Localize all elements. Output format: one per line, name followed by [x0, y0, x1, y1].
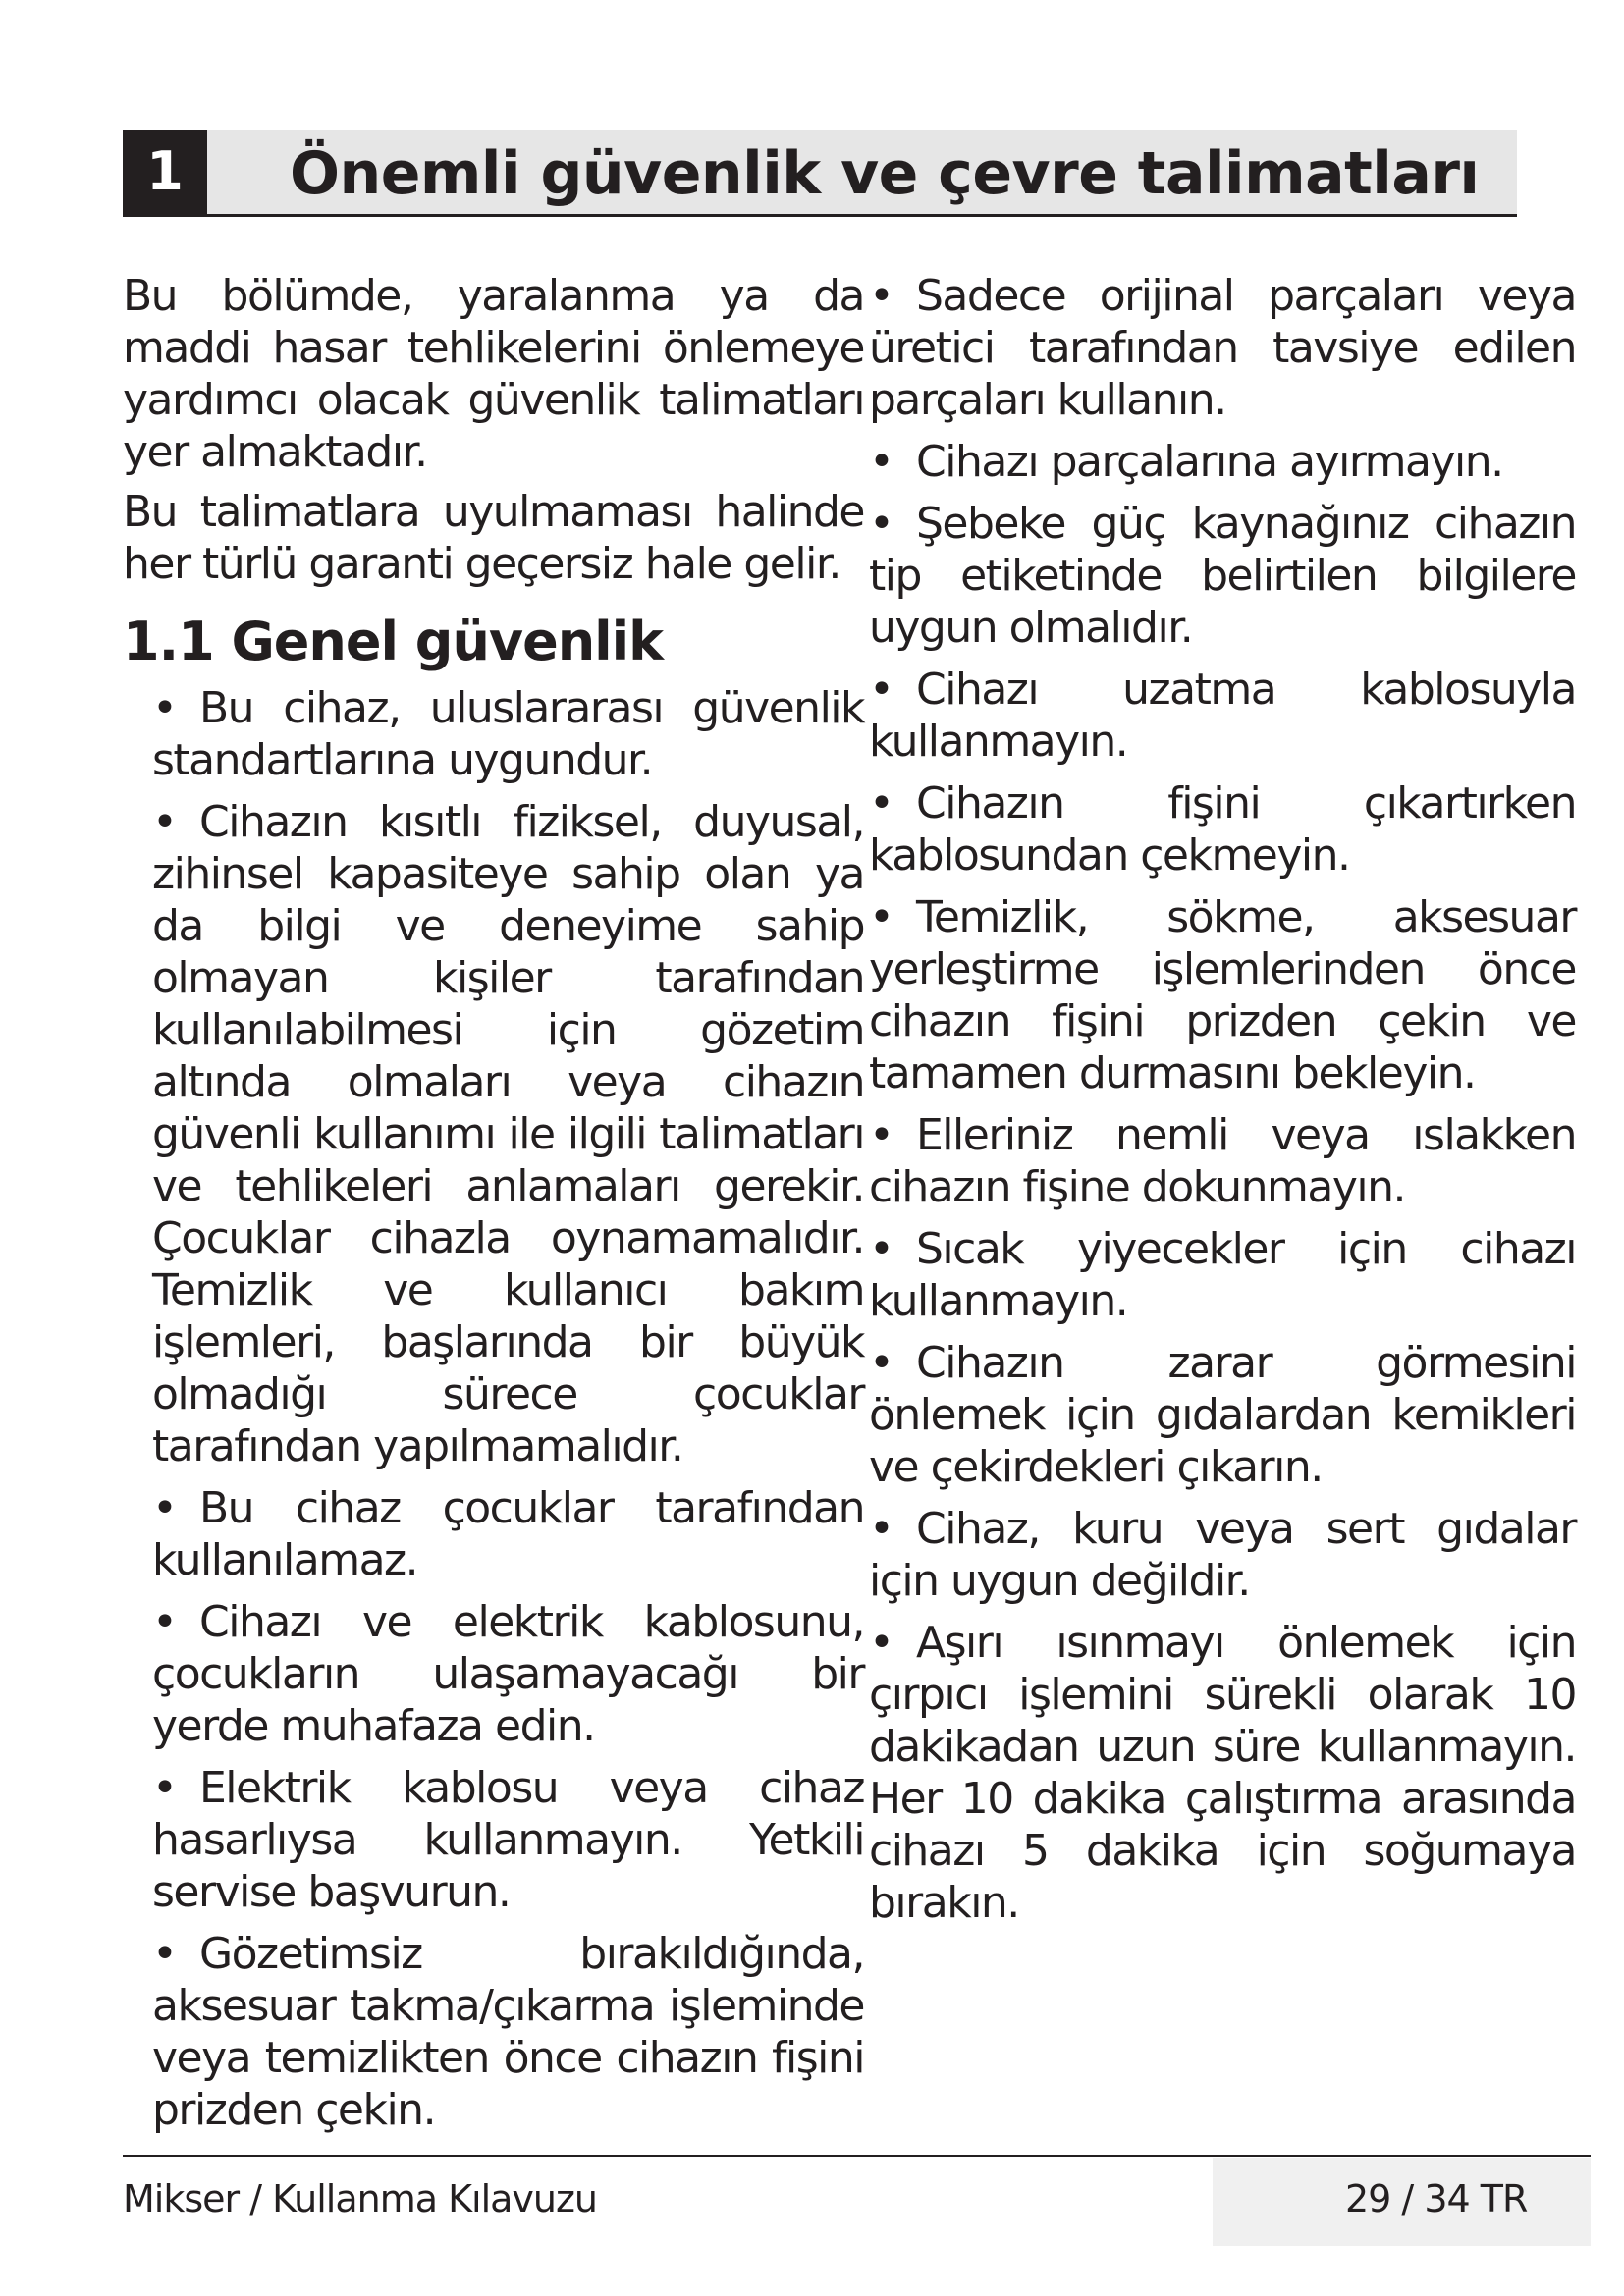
bullet-icon: •	[152, 683, 177, 733]
list-item: • Aşırı ısınmayı önlemek için çırpıcı işlemini sürekli olarak 10 dakikadan uzun süre kullanmayın. Her 10 dakika çalıştırma arasında cihazı 5 dakika için soğumaya bırakın.	[869, 1618, 1576, 1928]
chapter-header	[123, 130, 1517, 217]
right-column	[869, 270, 1576, 1939]
bullet-icon: •	[869, 499, 893, 549]
left-column	[123, 270, 864, 2146]
bullet-icon: •	[869, 1338, 893, 1388]
bullet-icon: •	[869, 892, 893, 942]
bullet-icon: •	[869, 1618, 893, 1668]
list-item: • Bu cihaz, uluslararası güvenlik standartlarına uygundur.	[152, 683, 864, 785]
list-item: • Cihazın fişini çıkartırken kablosundan çekmeyin.	[869, 778, 1576, 881]
list-item: • Cihaz, kuru veya sert gıdalar için uygun değildir.	[869, 1504, 1576, 1606]
bullet-icon: •	[869, 778, 893, 828]
chapter-title: Önemli güvenlik ve çevre talimatları	[290, 139, 1480, 208]
list-item: • Elektrik kablosu veya cihaz hasarlıysa kullanmayın. Yetkili servise başvurun.	[152, 1763, 864, 1917]
intro-text	[123, 270, 864, 590]
list-item: • Cihazı uzatma kablosuyla kullanmayın.	[869, 665, 1576, 767]
bullet-icon: •	[152, 797, 177, 847]
bullet-icon: •	[869, 1504, 893, 1554]
bullet-icon: •	[869, 1224, 893, 1274]
intro-paragraph-2: Bu talimatlara uyulmaması halinde her türlü garanti geçersiz hale gelir.	[123, 487, 864, 589]
list-item: • Bu cihaz çocuklar tarafından kullanılamaz.	[152, 1483, 864, 1585]
bullet-icon: •	[152, 1483, 177, 1533]
section-heading: 1.1 Genel güvenlik	[123, 611, 664, 672]
bullet-icon: •	[869, 1110, 893, 1160]
bullet-icon: •	[869, 271, 893, 321]
bullet-icon: •	[869, 665, 893, 715]
bullet-icon: •	[152, 1763, 177, 1813]
bullet-icon: •	[869, 437, 893, 487]
list-item: • Cihazı parçalarına ayırmayın.	[869, 437, 1503, 487]
list-item: • Sıcak yiyecekler için cihazı kullanmayın.	[869, 1224, 1576, 1326]
intro-paragraph-1: Bu bölümde, yaralanma ya da maddi hasar tehlikelerini önlemeye yardımcı olacak güvenlik talimatları yer almaktadır.	[123, 271, 864, 477]
list-item: • Elleriniz nemli veya ıslakken cihazın fişine dokunmayın.	[869, 1110, 1576, 1212]
right-bullet-list	[869, 270, 1576, 1929]
list-item: • Sadece orijinal parçaları veya üretici tarafından tavsiye edilen parçaları kullanın.	[869, 271, 1576, 425]
left-bullet-list	[123, 682, 864, 2136]
list-item: • Cihazın kısıtlı fiziksel, duyusal, zihinsel kapasiteye sahip olan ya da bilgi ve deneyime sahip olmayan kişiler tarafından kullanılabilmesi için gözetim altında olmaları veya cihazın güvenli kullanımı ile ilgili talimatları ve tehlikeleri anlamaları gerekir. Çocuklar cihazla oynamamalıdır. Temizlik ve kullanıcı bakım işlemleri, başlarında bir büyük olmadığı sürece çocuklar tarafından yapılmamalıdır.	[152, 797, 864, 1471]
list-item: • Cihazı ve elektrik kablosunu, çocukların ulaşamayacağı bir yerde muhafaza edin.	[152, 1597, 864, 1751]
list-item: • Cihazın zarar görmesini önlemek için gıdalardan kemikleri ve çekirdekleri çıkarın.	[869, 1338, 1576, 1492]
list-item: • Şebeke güç kaynağınız cihazın tip etiketinde belirtilen bilgilere uygun olmalıdır.	[869, 499, 1576, 653]
bullet-icon: •	[152, 1597, 177, 1647]
footer-manual-title: Mikser / Kullanma Kılavuzu	[123, 2177, 598, 2220]
footer-divider	[123, 2155, 1591, 2157]
footer-page-number: 29 / 34 TR	[1345, 2177, 1528, 2220]
list-item: • Gözetimsiz bırakıldığında, aksesuar takma/çıkarma işleminde veya temizlikten önce cihazın fişini prizden çekin.	[152, 1929, 864, 2135]
chapter-number: 1	[123, 130, 207, 214]
bullet-icon: •	[152, 1929, 177, 1979]
list-item: • Temizlik, sökme, aksesuar yerleştirme işlemlerinden önce cihazın fişini prizden çekin ve tamamen durmasını bekleyin.	[869, 892, 1576, 1098]
